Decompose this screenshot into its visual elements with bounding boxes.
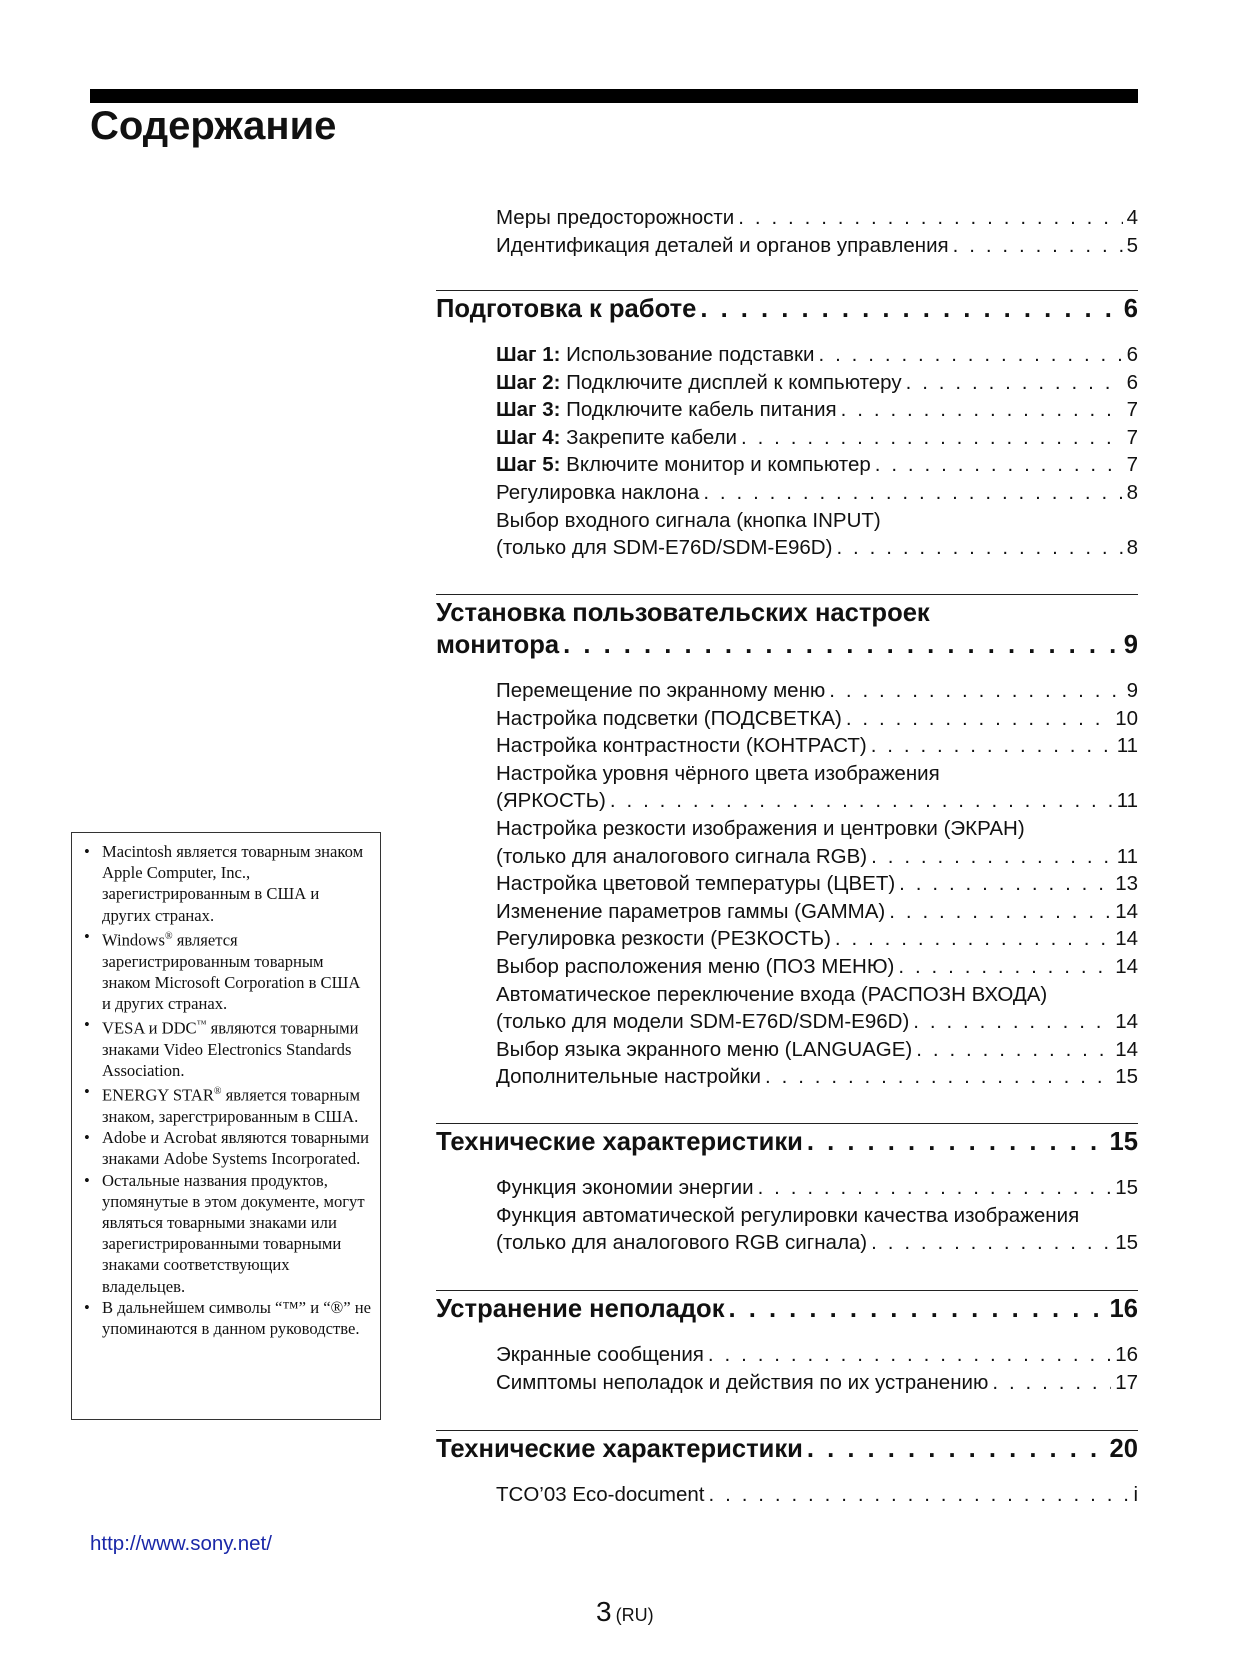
- toc-entry[interactable]: Выбор входного сигнала (кнопка INPUT) (только для SDM-E76D/SDM-E96D) . . . 8: [436, 507, 1138, 562]
- sony-website-link[interactable]: http://www.sony.net/: [90, 1532, 272, 1555]
- trademark-item: • Adobe и Acrobat являются товарными знаками Adobe Systems Incorporated.: [84, 1127, 372, 1169]
- toc-entry[interactable]: Настройка подсветки (ПОДСВЕТКА) . . . 10: [436, 705, 1138, 733]
- trademark-item: • ENERGY STAR® является товарным знаком, зарегстрированным в США.: [84, 1081, 372, 1127]
- toc-entry[interactable]: Настройка уровня чёрного цвета изображения (ЯРКОСТЬ) . . . 11: [436, 760, 1138, 815]
- toc-entry[interactable]: Перемещение по экранному меню . . . 9: [436, 677, 1138, 705]
- toc-entry[interactable]: Настройка резкости изображения и центровки (ЭКРАН) (только для аналогового сигнала RGB) . . . 11: [436, 815, 1138, 870]
- toc-section-user-settings: [436, 594, 1138, 1091]
- section-heading[interactable]: Технические характеристики . . . 20: [436, 1433, 1138, 1465]
- toc-section-specifications: [436, 1123, 1138, 1257]
- toc-entry[interactable]: Настройка контрастности (КОНТРАСТ) . . . 11: [436, 732, 1138, 760]
- toc-entry[interactable]: Шаг 4: Закрепите кабели . . . 7: [436, 424, 1138, 452]
- toc-entry[interactable]: Шаг 5: Включите монитор и компьютер . . . 7: [436, 451, 1138, 479]
- toc-entry[interactable]: Шаг 2: Подключите дисплей к компьютеру . . . 6: [436, 369, 1138, 397]
- toc-entry[interactable]: Изменение параметров гаммы (GAMMA) . . . 14: [436, 898, 1138, 926]
- section-heading[interactable]: Подготовка к работе . . . 6: [436, 293, 1138, 325]
- toc-section-preparation: [436, 290, 1138, 562]
- trademark-item: • Macintosh является товарным знаком Apple Computer, Inc., зарегистрированным в США и других странах.: [84, 841, 372, 926]
- toc-entry[interactable]: Регулировка резкости (РЕЗКОСТЬ) . . . 14: [436, 925, 1138, 953]
- section-heading[interactable]: Технические характеристики . . . 15: [436, 1126, 1138, 1158]
- toc-entry[interactable]: Шаг 1: Использование подставки . . . 6: [436, 341, 1138, 369]
- toc-entry[interactable]: Идентификация деталей и органов управления . . . 5: [436, 232, 1138, 260]
- toc-section-specifications-2: [436, 1430, 1138, 1509]
- trademark-item: • Остальные названия продуктов, упомянутые в этом документе, могут являться товарными знаками или зарегистрированными товарными знаками соответствующих владельцев.: [84, 1170, 372, 1297]
- toc-entry[interactable]: Автоматическое переключение входа (РАСПОЗН ВХОДА) (только для модели SDM-E76D/SDM-E96D) . . . 14: [436, 981, 1138, 1036]
- trademark-item: • В дальнейшем символы “™” и “®” не упоминаются в данном руководстве.: [84, 1297, 372, 1339]
- title-rule: [90, 89, 1138, 103]
- toc-entry[interactable]: Экранные сообщения . . . 16: [436, 1341, 1138, 1369]
- toc-entry[interactable]: Настройка цветовой температуры (ЦВЕТ) . . . 13: [436, 870, 1138, 898]
- toc-entry[interactable]: Регулировка наклона . . . 8: [436, 479, 1138, 507]
- trademark-item: • Windows® является зарегистрированным товарным знаком Microsoft Corporation в США и других странах.: [84, 926, 372, 1014]
- toc-entry[interactable]: Дополнительные настройки . . . 15: [436, 1063, 1138, 1091]
- toc-entry[interactable]: Выбор языка экранного меню (LANGUAGE) . . . 14: [436, 1036, 1138, 1064]
- toc-entry[interactable]: Функция автоматической регулировки качества изображения (только для аналогового RGB сигнала) . . . 15: [436, 1202, 1138, 1257]
- toc-entry[interactable]: Функция экономии энергии . . . 15: [436, 1174, 1138, 1202]
- section-heading[interactable]: Установка пользовательских настроек монитора . . . 9: [436, 597, 1138, 661]
- toc-intro: [436, 204, 1138, 259]
- toc-entry[interactable]: TCO’03 Eco-document . . . i: [436, 1481, 1138, 1509]
- toc-entry[interactable]: Симптомы неполадок и действия по их устранению . . . 17: [436, 1369, 1138, 1397]
- toc-entry[interactable]: Выбор расположения меню (ПОЗ МЕНЮ) . . . 14: [436, 953, 1138, 981]
- page-number: 3 (RU): [596, 1596, 654, 1627]
- trademark-notice: [71, 832, 381, 1420]
- page-title: Содержание: [90, 104, 337, 148]
- toc-entry[interactable]: Шаг 3: Подключите кабель питания . . . 7: [436, 396, 1138, 424]
- toc-section-troubleshooting: [436, 1290, 1138, 1396]
- toc-entry[interactable]: Меры предосторожности . . . 4: [436, 204, 1138, 232]
- trademark-item: • VESA и DDC™ являются товарными знаками Video Electronics Standards Association.: [84, 1014, 372, 1081]
- section-heading[interactable]: Устранение неполадок . . . 16: [436, 1293, 1138, 1325]
